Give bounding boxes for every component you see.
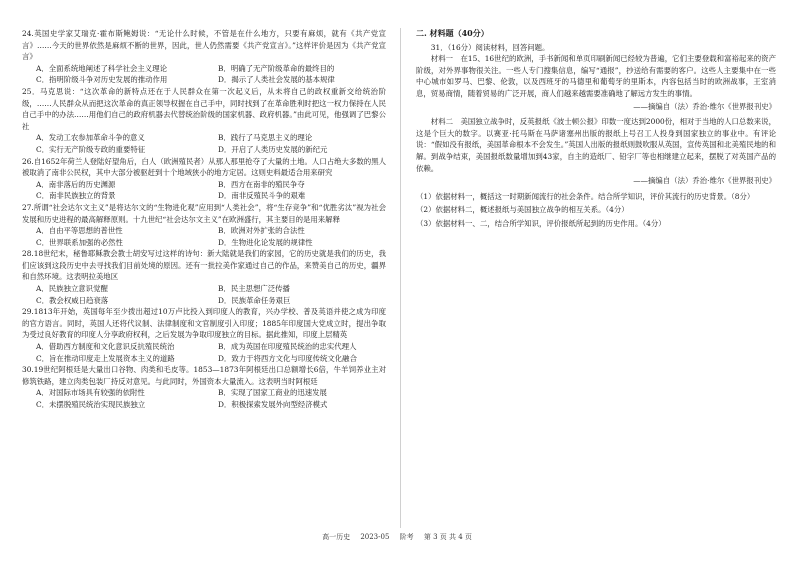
answer-options — [22, 179, 386, 202]
material-one: 材料一 在15、16世纪的欧洲，手书新闻和单页印刷新闻已经较为普遍，它们主要登载和富裕起来的资产阶级，对外界事物很关注。一些人专门搜集信息，编写“通报”，抄送给有需要的客户。这些人主要集中在一些中心城市如罗马、巴黎、伦敦，以及西班牙的马德里和葡萄牙的里斯本，内容包括当时的欧洲战事，王室消息，贸易商情，随着贸易的广泛开展，商人们越来越需要准确地了解远方发生的事情。 — [416, 54, 776, 98]
option-d: D．开启了人类历史发展的新纪元 — [218, 144, 328, 154]
question-31-title: 31．（16分）阅读材料，回答问题。 — [430, 42, 550, 52]
question-stem: 26.自1652年荷兰人登陆好望角后，白人（欧洲殖民者）从那人那里抢夺了大量的土地。人口占绝大多数的黑人被取消了南非公民权，其中大部分被驱赶到十个地域狭小的地方定居。这则史料最适合用来研究 — [22, 156, 386, 178]
option-a: A．全面系统地阐述了科学社会主义理论 — [36, 63, 167, 73]
answer-options — [22, 341, 386, 364]
option-c: C．教会权威日趋衰落 — [36, 295, 109, 305]
question-29 — [22, 306, 386, 364]
option-b: B．实现了国家工商业的迅速发展 — [218, 388, 327, 398]
option-b: B．践行了马克思主义的理论 — [218, 133, 313, 143]
sub-question-1: （1）依据材料一，概括这一时期新闻流行的社会条件。结合所学知识，评价其流行的历史背景。（8分） — [416, 191, 755, 201]
option-c: C．指明阶级斗争对历史发展的推动作用 — [36, 75, 168, 85]
answer-options — [22, 63, 386, 86]
answer-options — [22, 283, 386, 306]
option-b: B．民主思想广泛传播 — [218, 284, 290, 294]
question-26 — [22, 156, 386, 202]
footer-exam: 阶考 — [399, 533, 414, 541]
option-a: A．发动工农参加革命斗争的意义 — [36, 133, 145, 143]
question-stem: 28.18世纪末，秘鲁耶稣教会教士胡安写过这样的诗句：新大陆就是我们的家园，它的历史就是我们的历史，我们应该到这段历史中去寻找我们目前处境的原因。还有一批拉美作家通过自己的作品，来赞美自己的历史，疆界和自然环境。这表明拉美地区 — [22, 249, 386, 282]
left-column — [22, 28, 386, 411]
option-d: D．民族革命任务艰巨 — [218, 295, 291, 305]
answer-options — [22, 387, 386, 410]
footer-date: 2023-05 — [360, 533, 390, 541]
question-27 — [22, 202, 386, 248]
question-30 — [22, 364, 386, 410]
option-a: A．借助西方制度和文化意识反抗殖民统治 — [36, 342, 175, 352]
question-stem: 24.英国史学家艾瑞克·霍布斯鲍姆说：“无论什么时候，不管是在什么地方，只要有麻烦，就有《共产党宣言》……今天的世界依然是麻烦不断的世界，因此，世人仍然需要《共产党宣言》。”这样评价是因为《共产党宣言》 — [22, 29, 386, 62]
sub-question-3: （3）依据材料一、二，结合所学知识，评价报纸所起到的历史作用。（4分） — [416, 218, 666, 228]
answer-options — [22, 132, 386, 155]
option-d: D．致力于将西方文化与印度传统文化融合 — [218, 353, 357, 363]
page-footer — [0, 532, 794, 542]
footer-subject: 高一历史 — [322, 533, 351, 541]
option-b: B．欧洲对外扩张的合法性 — [218, 226, 305, 236]
option-d: D．南非反殖民斗争的艰难 — [218, 191, 306, 201]
question-24 — [22, 28, 386, 86]
question-28 — [22, 248, 386, 306]
option-c: C．旨在推动印度走上发展资本主义的道路 — [36, 353, 175, 363]
option-b: B．成为英国在印度殖民统治的忠实代理人 — [218, 342, 357, 352]
question-stem: 27.所谓“社会达尔文主义”是将达尔文的“生物进化观”应用到“人类社会”，将“生存竞争”和“优胜劣汰”视为社会发展和历史进程的最高解释原则。十九世纪“社会达尔文主义”在欧洲盛行，其主要目的是用来解释 — [22, 202, 386, 224]
question-stem: 30.19世纪阿根廷是大量出口谷物、肉类和毛皮等。1853—1873年阿根廷出口总额增长6倍，牛羊饲养业主对修筑铁路，建立肉类包装厂持反对意见。与此同时，外国资本大量流入。这表明当时阿根廷 — [22, 365, 386, 386]
option-c: C．南非民族独立的背景 — [36, 191, 116, 201]
material-two: 材料二 美国独立战争时，反英报纸《波士顿公报》印数一度达到2000份，相对于当地的人口总数来说，这是个巨大的数字。以赛亚·托马斯在马萨诸塞州出版的报纸上号召工人投身到国家独立的事业中。有评论说：“假如没有报纸，美国革命根本不会发生。”英国人出版的报纸则鼓吹服从英国，宣传英国和北美殖民地的和解。到战争结束，美国报纸数量增加到43家，自主的造纸厂、铅字厂等也相继建立起来，摆脱了对英国产品的依赖。 — [416, 117, 776, 173]
material-one-source: ——摘编自（法）乔治·维尔《世界报刊史》 — [633, 101, 776, 111]
option-a: A．对国际市场具有较强的依附性 — [36, 388, 145, 398]
material-two-source: ——摘编自（法）乔治·维尔《世界报刊史》 — [633, 176, 776, 186]
sub-question-2: （2）依据材料二，概述报纸与美国独立战争的相互关系。（4分） — [416, 205, 629, 215]
right-column — [416, 28, 776, 232]
option-a: A．南非落后的历史渊源 — [36, 179, 116, 189]
option-c: C．世界联系加强的必然性 — [36, 237, 123, 247]
option-a: A．自由平等思想的普世性 — [36, 226, 123, 236]
question-25 — [22, 86, 386, 156]
section-title: 二. 材料题（40分） — [416, 28, 489, 38]
option-a: A．民族独立意识觉醒 — [36, 284, 108, 294]
option-d: D．生物进化论发展的规律性 — [218, 237, 313, 247]
option-b: B．西方在南非的殖民争夺 — [218, 179, 305, 189]
option-c: C．未摆脱殖民统治实现民族独立 — [36, 400, 146, 409]
column-divider — [400, 28, 401, 528]
option-b: B．明确了无产阶级革命的最终目的 — [218, 63, 335, 73]
answer-options — [22, 225, 386, 248]
question-stem: 29.1813年开始，英国每年至少拨出超过10万卢比投入到印度人的教育，兴办学校、普及英语并使之成为印度的官方语言。同时，英国人还将代议制、法律制度和文官制度引入印度；1885年印度国大党成立时，提出争取为受过良好教育的印度人分享政府权利，之后发展为争取印度独立的目标。据此推知，印度上层精英 — [22, 307, 386, 340]
option-d: D．积极探索发展外向型经济模式 — [218, 400, 328, 409]
option-c: C．实行无产阶级专政的重要特征 — [36, 144, 146, 154]
question-stem: 25．马克思说：“这次革命的新特点还在于人民群众在第一次起义后，从未将自己的政权重新交给统治阶级，……人民群众从而把这次革命的真正领导权握在自己手中，同时找到了在革命胜利时把这一权力保持在人民自己手中的办法……用他们自己的政府机器去代替统治阶级的国家机器、政府机器。”由此可见，他强调了巴黎公社 — [22, 86, 386, 131]
option-d: D．揭示了人类社会发展的基本规律 — [218, 75, 335, 85]
footer-page-number: 第 3 页 共 4 页 — [423, 533, 472, 541]
